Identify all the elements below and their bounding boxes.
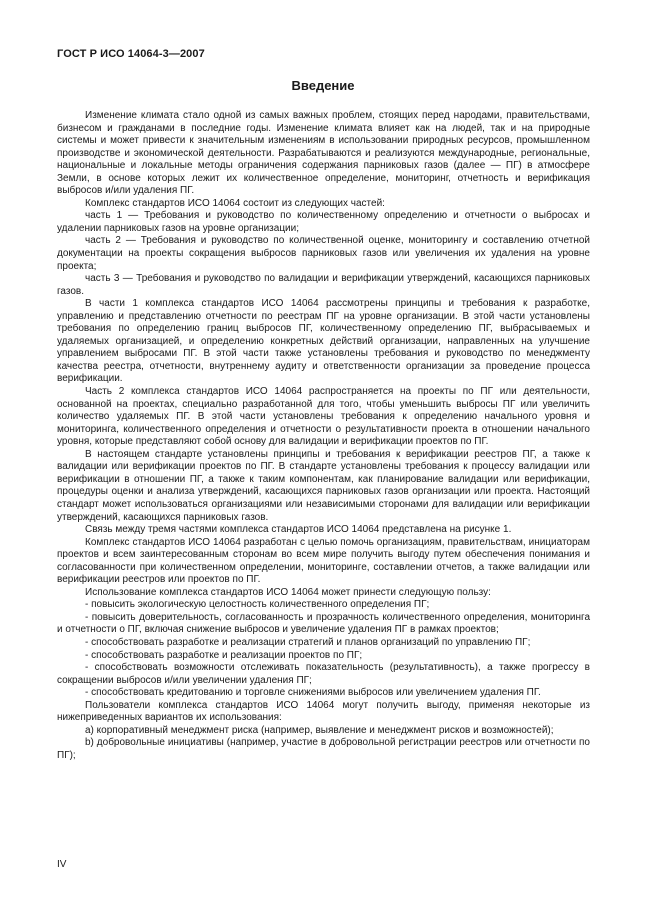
list-item: часть 1 — Требования и руководство по количественному определению и отчетности о выбросах и удалении парниковых газов на уровне организации; [57,210,590,234]
list-item: b) добровольные инициативы (например, участие в добровольной регистрации реестров или отчетности по ПГ); [57,737,590,761]
list-item: часть 3 — Требования и руководство по валидации и верификации утверждений, касающихся парниковых газов. [57,273,590,297]
page-number: IV [57,859,67,870]
list-item: - повысить экологическую целостность количественного определения ПГ; [85,599,430,611]
list-item: - повысить доверительность, согласованность и прозрачность количественного определения, мониторинга и отчетности о ПГ, включая снижение выбросов и увеличение удаления ПГ в рамках проектов; [57,611,590,636]
list-item: часть 2 — Требования и руководство по количественной оценке, мониторингу и составлению отчетной документации на проекты сокращения выбросов парниковых газов или увеличения их удаления на уровне проекта; [57,235,590,272]
paragraph: Связь между тремя частями комплекса стандартов ИСО 14064 представлена на рисунке 1. [85,524,512,536]
section-title: Введение [291,78,355,93]
body-text [57,110,590,762]
paragraph: Комплекс стандартов ИСО 14064 состоит из следующих частей: [85,197,385,209]
paragraph: Изменение климата стало одной из самых важных проблем, стоящих перед народами, правительствами, бизнесом и гражданами в последние годы. Изменение климата влияет как на людей, так и на природные системы и может привести к значительным изменениям в использовании природных ресурсов, промышленном производстве и экономической деятельности. Разрабатываются и реализуются международные, региональные, национальные и локальные методы ограничения содержания парниковых газов (далее — ПГ) в атмосфере Земли, в основе которых лежит их количественное определение, мониторинг, отчетность и верификация выбросов и/или удаления ПГ. [57,110,590,197]
list-item: - способствовать возможности отслеживать показательность (результативность), а также прогрессу в сокращении выбросов и/или увеличении удаления ПГ; [57,662,590,686]
paragraph: Пользователи комплекса стандартов ИСО 14064 могут получить выгоду, применяя некоторые из нижеприведенных вариантов их использования: [57,699,590,724]
paragraph: Часть 2 комплекса стандартов ИСО 14064 распространяется на проекты по ПГ или деятельности, основанной на проектах, специально разработанной для того, чтобы уменьшить выбросы ПГ или увеличить количество удаляемых ПГ. В этой части установлены требования к определению начального уровня и мониторинга, количественного определения и отчетности о результативности проекта в отношении начального уровня, которые представляют собой основу для валидации и верификации проектов по ПГ. [57,386,590,448]
paragraph: Использование комплекса стандартов ИСО 14064 может принести следующую пользу: [85,586,491,598]
standard-designation: ГОСТ Р ИСО 14064-3—2007 [57,48,205,60]
list-item: - способствовать разработке и реализации проектов по ПГ; [85,649,363,661]
list-item: а) корпоративный менеджмент риска (например, выявление и менеджмент рисков и возможностей); [85,724,554,736]
paragraph: В части 1 комплекса стандартов ИСО 14064 рассмотрены принципы и требования к разработке, управлению и представлению отчетности по реестрам ПГ на уровне организации. В этой части установлены требования по определению границ выбросов ПГ, количественному определению ПГ, выбрасываемых и удаляемых организацией, и определению конкретных действий организации, направленных на улучшение управлением выбросами ПГ. В этой части также установлены требования и руководство по менеджменту качества реестра, отчетности, внутреннему аудиту и ответственности организации за проведение процесса верификации. [57,298,590,385]
paragraph: В настоящем стандарте установлены принципы и требования к верификации реестров ПГ, а также к валидации или верификации проектов по ПГ. В стандарте установлены требования к процессу валидации или верификации в отношении ПГ, а также к таким компонентам, как планирование валидации или верификации, процедуры оценки и анализа утверждений, касающихся парниковых газов организации или проекта. Настоящий стандарт может использоваться организациями или независимыми сторонами для валидации или верификации утверждений, касающихся парниковых газов. [57,448,590,523]
list-item: - способствовать разработке и реализации стратегий и планов организаций по управлению ПГ; [85,636,531,648]
paragraph: Комплекс стандартов ИСО 14064 разработан с целью помочь организациям, правительствам, инициаторам проектов и всем заинтересованным сторонам во всем мире получить выгоду путем обеспечения понимания и согласованности при количественном определении, мониторинге, составлении отчетов, а также валидации или верификации реестров или проектов по ПГ. [57,536,590,586]
list-item: - способствовать кредитованию и торговле снижениями выбросов или увеличением удаления ПГ. [85,687,541,699]
